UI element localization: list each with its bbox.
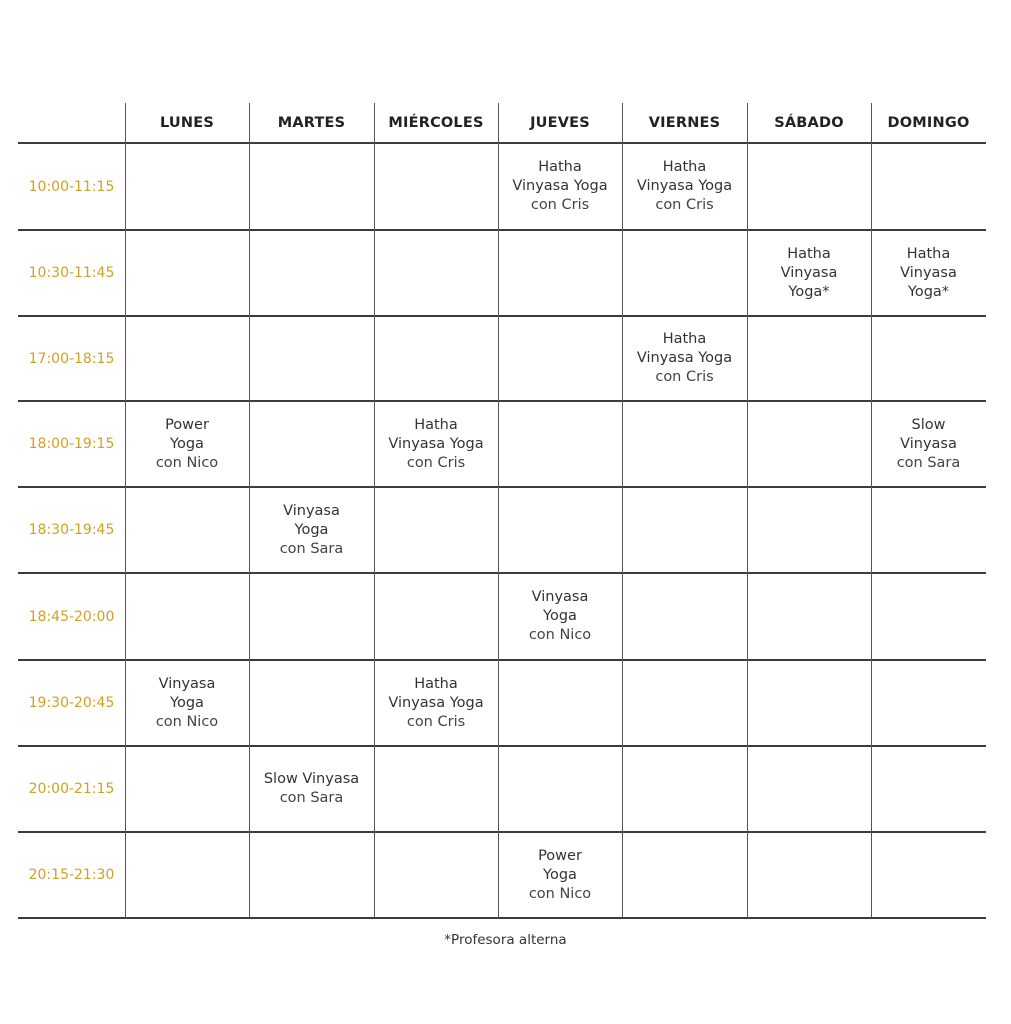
class-name: Hatha Vinyasa Yoga [636, 331, 733, 366]
class-teacher: con Cris [406, 454, 466, 471]
column-divider [125, 103, 126, 918]
class-name: Vinyasa Yoga [158, 675, 216, 711]
class-teacher: con Cris [655, 369, 714, 385]
time-slot-label: 20:00-21:15 [28, 781, 115, 797]
footnote: *Profesora alterna [444, 932, 567, 948]
day-header-2: MIÉRCOLES [388, 115, 484, 131]
schedule-table [18, 103, 986, 918]
class-entry [498, 832, 622, 918]
time-slot-label: 18:45-20:00 [28, 608, 115, 625]
class-name: Hatha Vinyasa Yoga* [780, 245, 838, 300]
class-name: Hatha Vinyasa Yoga [388, 675, 484, 711]
class-entry [374, 401, 498, 487]
column-divider [871, 103, 872, 918]
class-name: Power Yoga [165, 416, 209, 452]
class-entry [747, 230, 871, 316]
time-slot-label: 18:00-19:15 [28, 436, 115, 452]
class-teacher: con Nico [155, 713, 219, 730]
class-teacher: con Sara [279, 540, 344, 557]
class-teacher: con Sara [896, 454, 961, 471]
class-entry [249, 746, 374, 832]
class-name: Power Yoga [538, 847, 582, 883]
class-name: Slow Vinyasa [900, 416, 957, 452]
class-entry [871, 401, 986, 487]
class-teacher: con Cris [530, 197, 590, 213]
day-header-4: VIERNES [648, 115, 721, 131]
time-slot-label: 19:30-20:45 [28, 695, 115, 711]
class-name: Hatha Vinyasa Yoga [636, 159, 733, 194]
class-name: Hatha Vinyasa Yoga [512, 159, 608, 194]
time-slot-label: 20:15-21:30 [28, 867, 115, 883]
column-divider [747, 103, 748, 918]
day-header-3: JUEVES [530, 115, 590, 131]
class-entry [622, 316, 747, 401]
class-name: Slow Vinyasa [263, 771, 360, 787]
class-teacher: con Nico [155, 454, 219, 471]
day-header-5: SÁBADO [774, 115, 844, 131]
class-teacher: con Cris [655, 197, 714, 213]
time-slot-label: 10:00-11:15 [28, 178, 115, 195]
class-teacher: con Nico [528, 885, 592, 902]
day-header-6: DOMINGO [887, 115, 970, 131]
class-entry [125, 660, 249, 746]
time-slot-label: 17:00-18:15 [28, 350, 115, 367]
class-entry [249, 487, 374, 573]
class-entry [125, 401, 249, 487]
class-name: Hatha Vinyasa Yoga [388, 416, 484, 452]
class-teacher: con Nico [528, 627, 592, 643]
class-name: Hatha Vinyasa Yoga* [900, 245, 957, 300]
class-entry [871, 230, 986, 316]
class-entry [498, 143, 622, 230]
class-teacher: con Sara [279, 790, 344, 806]
time-slot-label: 10:30-11:45 [28, 265, 115, 281]
column-divider [374, 103, 375, 918]
class-entry [622, 143, 747, 230]
day-header-0: LUNES [160, 115, 214, 131]
class-entry [498, 573, 622, 660]
class-name: Vinyasa Yoga [531, 589, 589, 624]
time-slot-label: 18:30-19:45 [28, 522, 115, 538]
class-teacher: con Cris [406, 713, 466, 730]
class-entry [374, 660, 498, 746]
class-name: Vinyasa Yoga [283, 502, 340, 538]
day-header-1: MARTES [277, 115, 346, 131]
